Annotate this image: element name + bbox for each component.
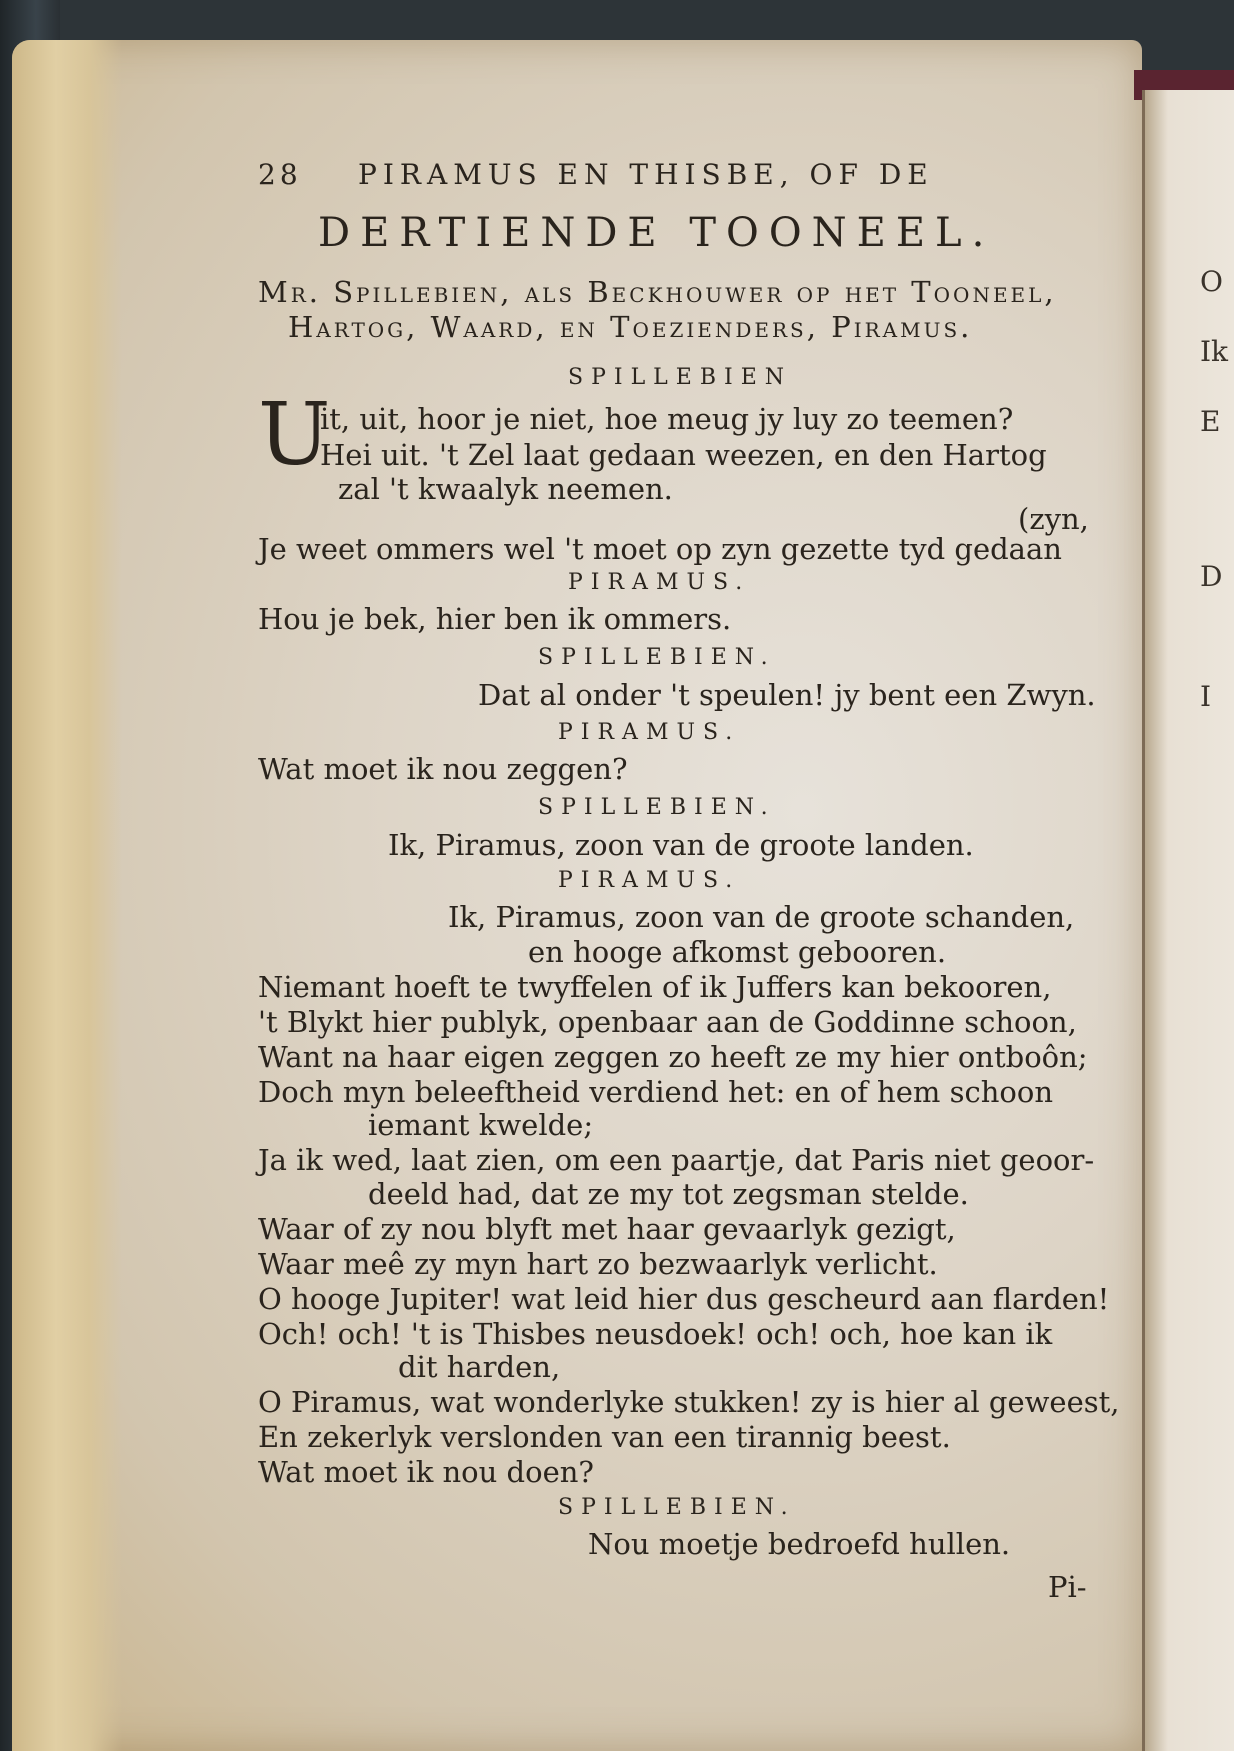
- speaker-name: SPILLEBIEN: [568, 365, 793, 390]
- drop-cap: U: [258, 385, 331, 485]
- speaker-name: PIRAMUS.: [558, 868, 741, 893]
- page-number: 28: [258, 158, 302, 191]
- verse-line: (zyn,: [1018, 502, 1089, 536]
- verse-line: Ja ik wed, laat zien, om een paartje, dat Paris niet geoor-: [258, 1143, 1095, 1177]
- verse-line: O hooge Jupiter! wat leid hier dus gescheurd aan flarden!: [258, 1282, 1110, 1316]
- speaker-name: SPILLEBIEN.: [538, 795, 776, 820]
- verse-line: deeld had, dat ze my tot zegsman stelde.: [368, 1177, 969, 1211]
- verse-line: Niemant hoeft te twyffelen of ik Juffers kan bekooren,: [258, 970, 1052, 1004]
- verse-line: Doch myn beleeftheid verdiend het: en of hem schoon: [258, 1075, 1054, 1109]
- scene-title: DERTIENDE TOONEEL.: [318, 210, 995, 256]
- facing-page-glyph: Ik: [1200, 335, 1229, 368]
- speaker-name: SPILLEBIEN.: [538, 645, 776, 670]
- verse-line: 't Blykt hier publyk, openbaar aan de Goddinne schoon,: [258, 1005, 1077, 1039]
- verse-line: iemant kwelde;: [368, 1108, 594, 1142]
- verse-line: Waar of zy nou blyft met haar gevaarlyk gezigt,: [258, 1212, 956, 1246]
- facing-page-glyph: I: [1200, 680, 1212, 713]
- verse-line: Dat al onder 't speulen! jy bent een Zwyn.: [478, 678, 1096, 712]
- verse-line: Wat moet ik nou zeggen?: [258, 752, 628, 786]
- page-edge-stain: [12, 40, 122, 1751]
- verse-line: Je weet ommers wel 't moet op zyn gezette tyd gedaan: [258, 532, 1062, 566]
- verse-line: en hooge afkomst gebooren.: [528, 935, 947, 969]
- verse-line: Hou je bek, hier ben ik ommers.: [258, 602, 732, 636]
- verse-line: it, uit, hoor je niet, hoe meug jy luy zo teemen?: [320, 402, 1014, 436]
- verse-line: dit harden,: [398, 1350, 561, 1384]
- verse-line: Want na haar eigen zeggen zo heeft ze my hier ontboôn;: [258, 1040, 1088, 1074]
- cast-line: Hartog, Waard, en Toezienders, Piramus.: [288, 310, 973, 344]
- verse-line: En zekerlyk verslonden van een tirannig beest.: [258, 1420, 951, 1454]
- running-head: PIRAMUS EN THISBE, OF DE: [358, 158, 934, 191]
- verse-line: Ik, Piramus, zoon van de groote schanden,: [448, 900, 1075, 934]
- verse-line: Och! och! 't is Thisbes neusdoek! och! och, hoe kan ik: [258, 1317, 1053, 1351]
- facing-page-glyph: O: [1200, 265, 1223, 298]
- facing-page-glyph: D: [1200, 560, 1223, 593]
- verse-line: Wat moet ik nou doen?: [258, 1455, 594, 1489]
- speaker-name: PIRAMUS.: [568, 570, 751, 595]
- speaker-name: SPILLEBIEN.: [558, 1495, 796, 1520]
- speaker-name: PIRAMUS.: [558, 720, 741, 745]
- verse-line: Waar meê zy myn hart zo bezwaarlyk verlicht.: [258, 1247, 938, 1281]
- verse-line: zal 't kwaalyk neemen.: [338, 472, 673, 506]
- catchword: Pi-: [1048, 1570, 1087, 1604]
- verse-line: O Piramus, wat wonderlyke stukken! zy is hier al geweest,: [258, 1385, 1120, 1419]
- cast-line: Mr. Spillebien, als Beckhouwer op het Tooneel,: [258, 275, 1057, 309]
- verse-line: Ik, Piramus, zoon van de groote landen.: [388, 828, 974, 862]
- verse-line: Nou moetje bedroefd hullen.: [588, 1527, 1011, 1561]
- verse-line: Hei uit. 't Zel laat gedaan weezen, en den Hartog: [320, 438, 1047, 472]
- facing-page-glyph: E: [1200, 405, 1221, 438]
